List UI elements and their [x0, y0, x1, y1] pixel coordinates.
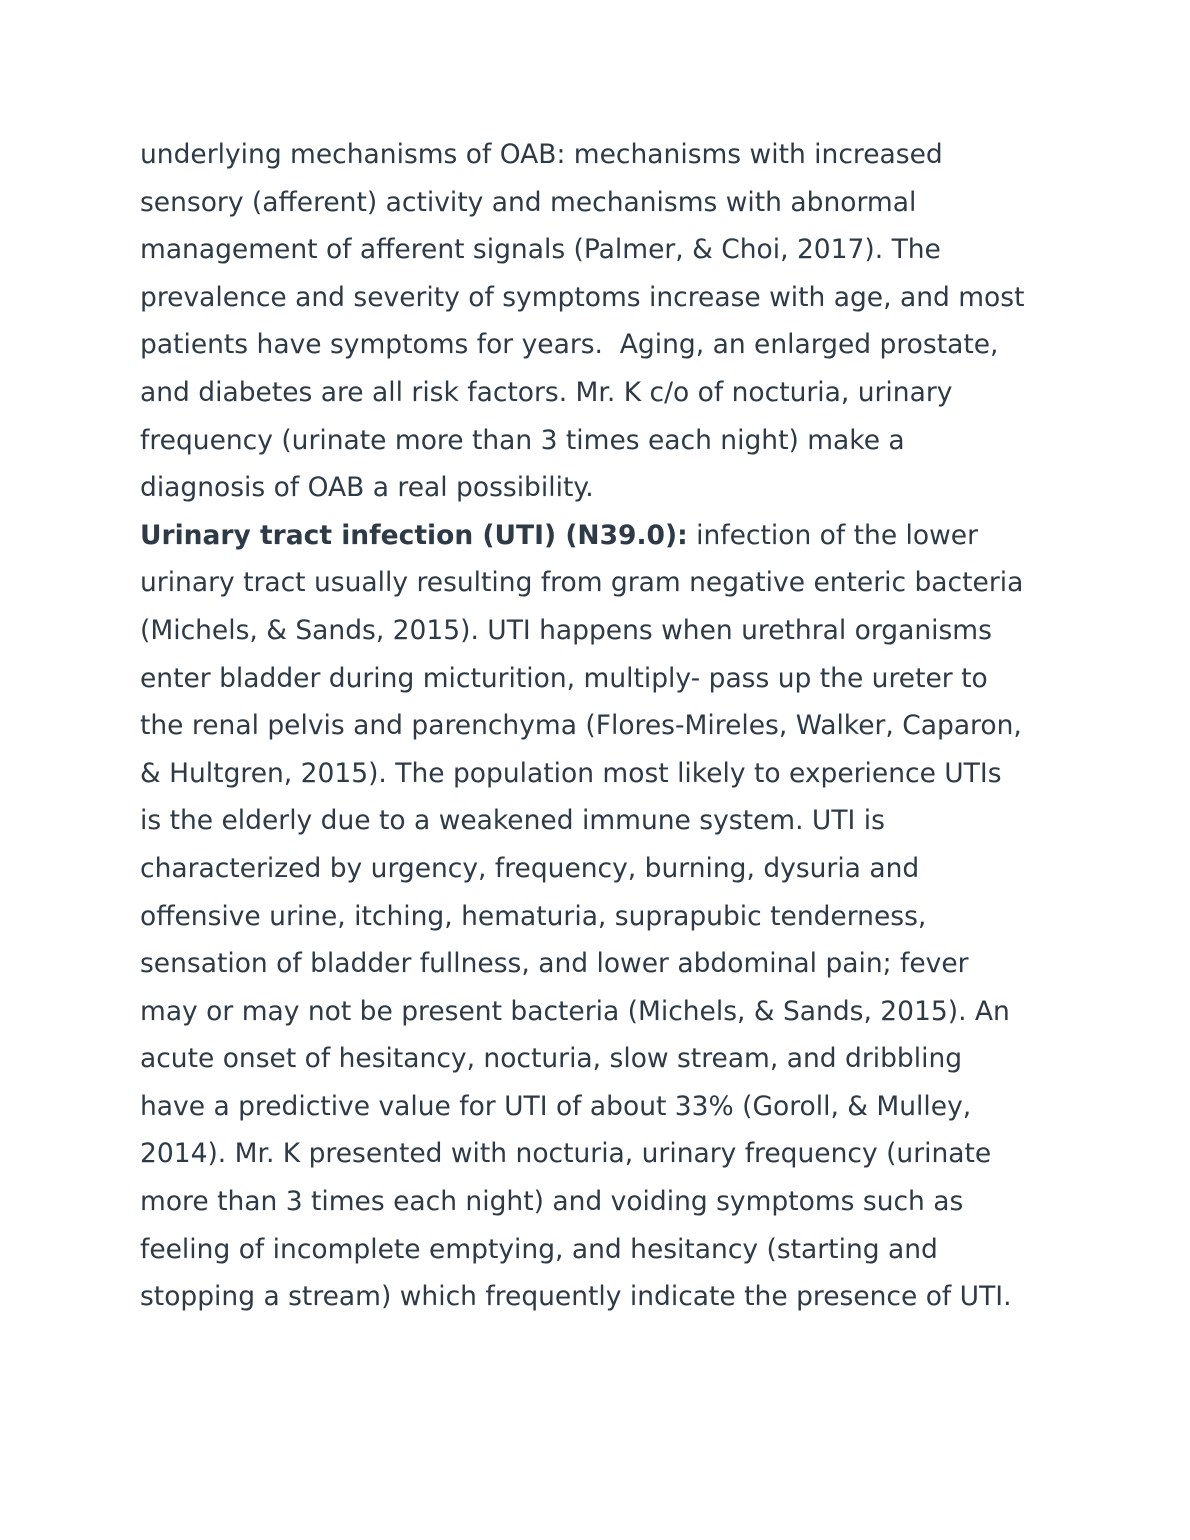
- uti-first-line: [140, 512, 1055, 560]
- text-line: stopping a stream) which frequently indicate the presence of UTI.: [140, 1281, 1012, 1313]
- text-line: patients have symptoms for years. Aging, an enlarged prostate,: [140, 329, 999, 361]
- text-line: sensation of bladder fullness, and lower abdominal pain; fever: [140, 948, 969, 980]
- text-line: characterized by urgency, frequency, burning, dysuria and: [140, 852, 920, 884]
- text-line: diagnosis of OAB a real possibility.: [140, 472, 594, 504]
- text-line: underlying mechanisms of OAB: mechanisms with increased: [140, 139, 943, 170]
- text-line: management of afferent signals (Palmer, & Choi, 2017). The: [140, 234, 941, 266]
- text-line: 2014). Mr. K presented with nocturia, urinary frequency (urinate: [140, 1138, 992, 1170]
- uti-first-line-text: infection of the lower: [687, 519, 978, 551]
- text-line: more than 3 times each night) and voiding symptoms such as: [140, 1186, 964, 1218]
- text-line: have a predictive value for UTI of about 33% (Goroll, & Mulley,: [140, 1090, 972, 1122]
- text-line: may or may not be present bacteria (Michels, & Sands, 2015). An: [140, 995, 1010, 1027]
- text-line: sensory (afferent) activity and mechanisms with abnormal: [140, 186, 917, 218]
- uti-heading: Urinary tract infection (UTI) (N39.0):: [140, 519, 688, 551]
- text-line: acute onset of hesitancy, nocturia, slow stream, and dribbling: [140, 1043, 963, 1075]
- text-line: enter bladder during micturition, multiply- pass up the ureter to: [140, 662, 988, 694]
- text-line: feeling of incomplete emptying, and hesitancy (starting and: [140, 1233, 938, 1265]
- document-page: [140, 131, 1055, 1321]
- text-line: offensive urine, itching, hematuria, suprapubic tenderness,: [140, 900, 927, 932]
- text-line: the renal pelvis and parenchyma (Flores-Mireles, Walker, Caparon,: [140, 710, 1022, 742]
- text-line: prevalence and severity of symptoms increase with age, and most: [140, 281, 1025, 313]
- text-line: & Hultgren, 2015). The population most likely to experience UTIs: [140, 757, 1002, 789]
- text-line: and diabetes are all risk factors. Mr. K c/o of nocturia, urinary: [140, 376, 953, 408]
- paragraph-oab: [140, 131, 1055, 512]
- text-line: is the elderly due to a weakened immune system. UTI is: [140, 805, 885, 837]
- text-line: frequency (urinate more than 3 times each night) make a: [140, 424, 905, 456]
- text-line: urinary tract usually resulting from gram negative enteric bacteria: [140, 567, 1024, 599]
- paragraph-uti: [140, 512, 1055, 1321]
- text-line: (Michels, & Sands, 2015). UTI happens when urethral organisms: [140, 614, 992, 646]
